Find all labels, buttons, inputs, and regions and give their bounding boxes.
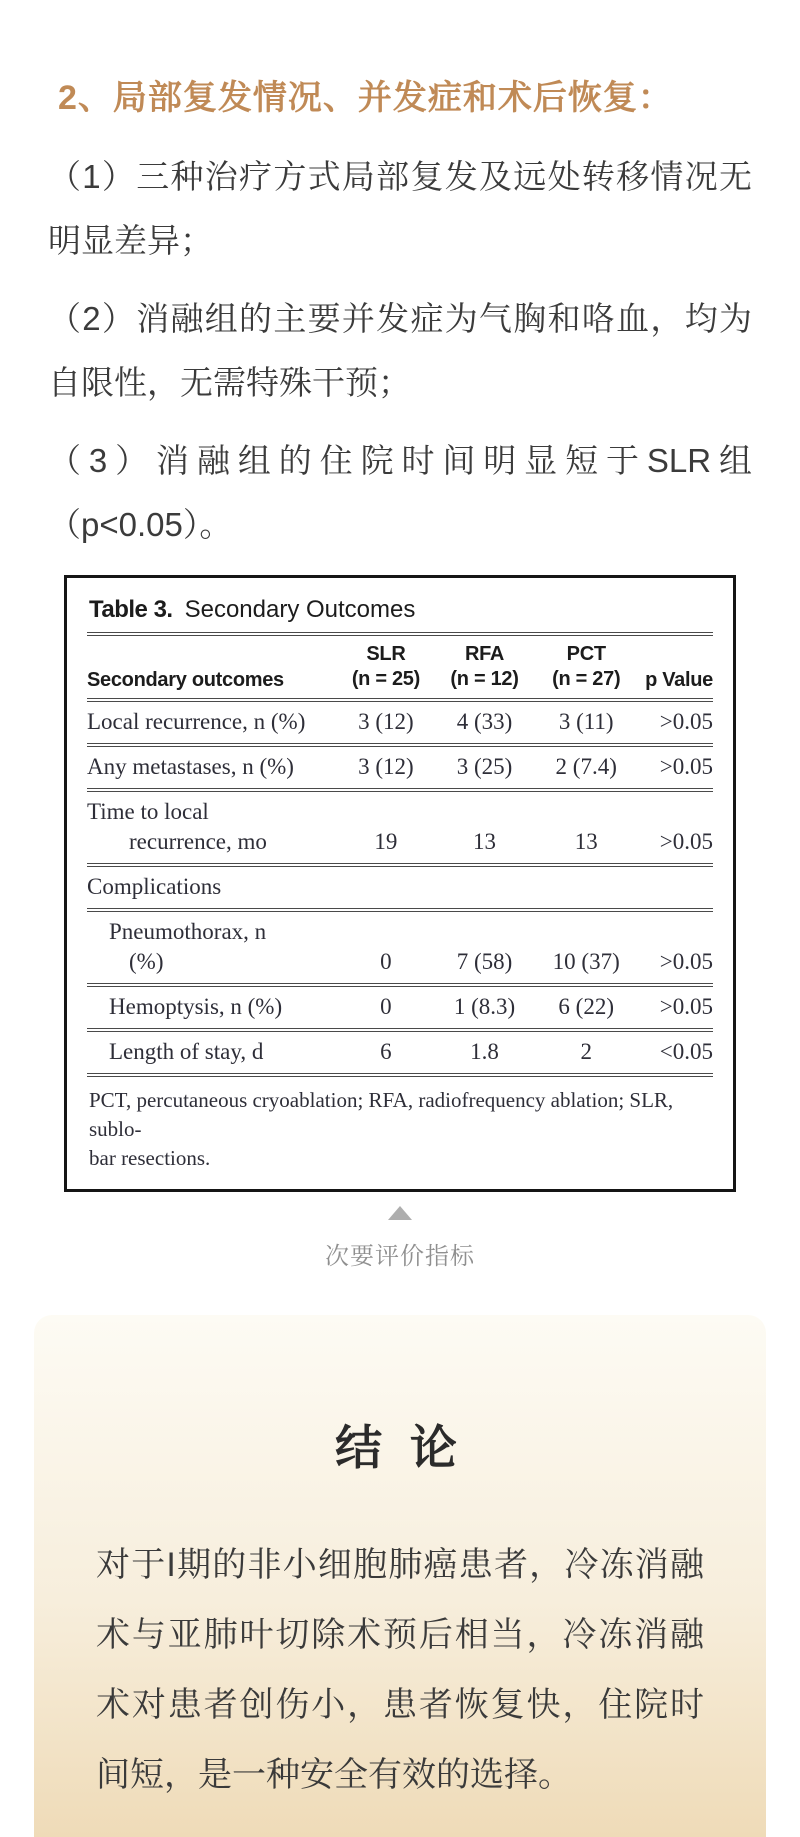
table-row	[87, 745, 713, 790]
conclusion-title: 结 论	[335, 1423, 465, 1475]
table-title-text: Secondary Outcomes	[184, 596, 416, 623]
column-group-name: SLR	[366, 643, 406, 665]
cell-value: 6	[337, 1030, 434, 1075]
cell-value: 3 (12)	[337, 745, 434, 790]
table-row	[87, 910, 713, 985]
cell-value: 1.8	[434, 1030, 534, 1075]
cell-pvalue: >0.05	[638, 700, 713, 745]
table-title	[87, 594, 713, 636]
cell-value: 3 (12)	[337, 700, 434, 745]
article-paragraph: （2）消融组的主要并发症为气胸和咯血，均为自限性，无需特殊干预；	[48, 300, 752, 401]
cell-value: 1 (8.3)	[434, 985, 534, 1030]
figure-caption: 次要评价指标	[325, 1243, 475, 1270]
row-label	[87, 790, 337, 865]
cell-pvalue: >0.05	[638, 985, 713, 1030]
row-label-line: recurrence, mo	[129, 829, 267, 854]
table-header-row	[87, 636, 713, 700]
column-header-group	[434, 636, 534, 700]
table-header	[87, 636, 713, 700]
column-group-n: (n = 27)	[552, 668, 621, 690]
row-label	[87, 700, 337, 745]
row-label-line: Any metastases, n (%)	[87, 754, 294, 779]
row-label-line: (%)	[129, 949, 164, 974]
row-label	[87, 985, 337, 1030]
article-paragraph: （3）消融组的住院时间明显短于SLR组（p<0.05）。	[48, 442, 752, 543]
table-row	[87, 790, 713, 865]
figure-caption-block	[0, 1206, 800, 1271]
cell-value: 3 (25)	[434, 745, 534, 790]
article-paragraph: （1）三种治疗方式局部复发及远处转移情况无明显差异；	[48, 158, 752, 259]
cell-value: 3 (11)	[535, 700, 638, 745]
column-header-outcomes: Secondary outcomes	[87, 636, 337, 700]
conclusion-body: 对于I期的非小细胞肺癌患者，冷冻消融术与亚肺叶切除术预后相当，冷冻消融术对患者创伤小，患者恢复快，住院时间短，是一种安全有效的选择。	[96, 1546, 704, 1794]
table-row	[87, 1030, 713, 1075]
row-label-line: Hemoptysis, n (%)	[109, 994, 283, 1019]
table-row	[87, 865, 713, 910]
column-header-pvalue: p Value	[638, 636, 713, 700]
cell-value: 0	[337, 910, 434, 985]
section-heading: 2、局部复发情况、并发症和术后恢复：	[58, 79, 673, 117]
table-number: Table 3.	[89, 596, 173, 623]
conclusion-card	[34, 1315, 766, 1837]
cell-pvalue: >0.05	[638, 745, 713, 790]
row-label	[87, 1030, 337, 1075]
footnote-line: bar resections.	[89, 1146, 211, 1170]
table-row	[87, 985, 713, 1030]
column-group-name: PCT	[566, 643, 606, 665]
row-label	[87, 745, 337, 790]
cell-value: 0	[337, 985, 434, 1030]
cell-value: 13	[535, 790, 638, 865]
row-label-line: Length of stay, d	[109, 1039, 264, 1064]
row-label	[87, 910, 337, 985]
cell-pvalue: >0.05	[638, 910, 713, 985]
section-row-label: Complications	[87, 865, 713, 910]
cell-value: 7 (58)	[434, 910, 534, 985]
article-content	[0, 0, 800, 557]
row-label-line: Local recurrence, n (%)	[87, 709, 306, 734]
cell-value: 4 (33)	[434, 700, 534, 745]
cell-value: 10 (37)	[535, 910, 638, 985]
cell-pvalue: >0.05	[638, 790, 713, 865]
column-group-n: (n = 25)	[351, 668, 420, 690]
triangle-up-icon	[388, 1206, 412, 1220]
footnote-line: PCT, percutaneous cryoablation; RFA, radiofrequency ablation; SLR, sublo-	[89, 1088, 674, 1141]
cell-value: 2	[535, 1030, 638, 1075]
row-label-line: Pneumothorax, n	[109, 919, 267, 944]
table-footnote	[87, 1077, 713, 1175]
table-row	[87, 700, 713, 745]
cell-value: 2 (7.4)	[535, 745, 638, 790]
cell-pvalue: <0.05	[638, 1030, 713, 1075]
table3-figure	[64, 575, 736, 1192]
table-body	[87, 700, 713, 1075]
cell-value: 19	[337, 790, 434, 865]
cell-value: 6 (22)	[535, 985, 638, 1030]
secondary-outcomes-table	[87, 636, 713, 1077]
row-label-line: Time to local	[87, 799, 209, 824]
column-group-n: (n = 12)	[450, 668, 519, 690]
column-header-group	[337, 636, 434, 700]
article-paragraphs	[48, 145, 752, 557]
column-header-group	[535, 636, 638, 700]
cell-value: 13	[434, 790, 534, 865]
column-group-name: RFA	[464, 643, 505, 665]
